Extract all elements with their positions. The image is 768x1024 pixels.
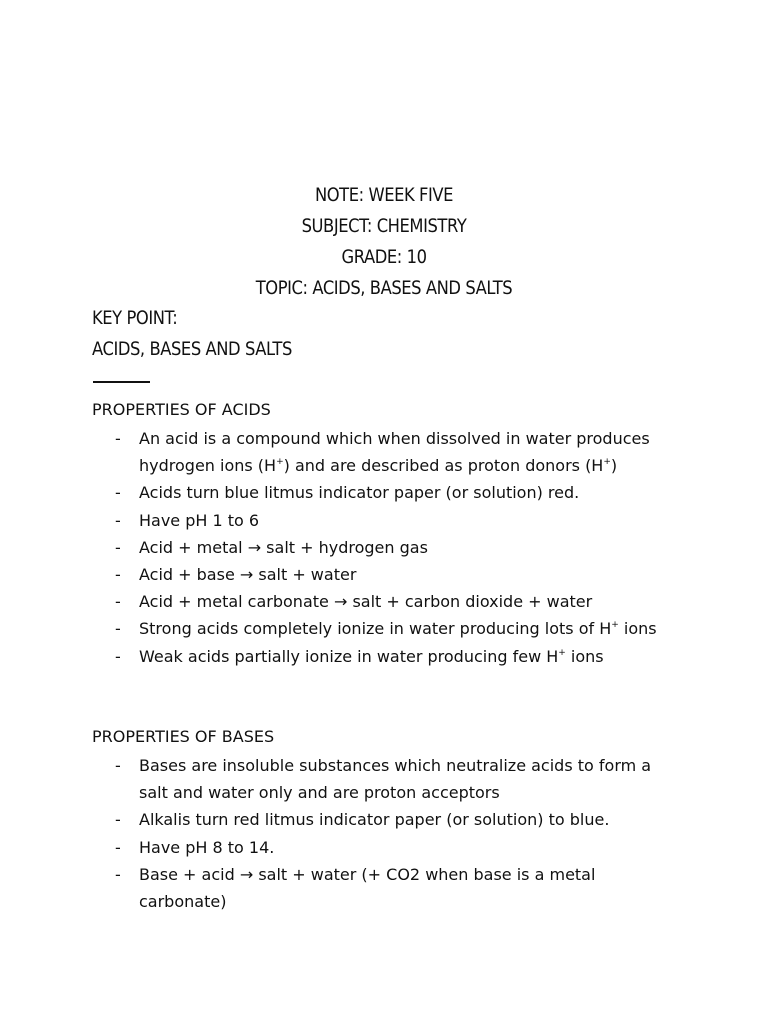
list-item: - Acids turn blue litmus indicator paper (or solution) red. [0,479,674,506]
acids-list [0,425,768,670]
arrow-icon: → [239,565,254,585]
list-dash: - [115,565,121,585]
list-item: - Base + acid → salt + water (+ CO2 when base is a metal carbonate) [0,861,674,915]
list-dash: - [115,510,121,530]
bases-list [0,752,768,915]
list-item: - Strong acids completely ionize in water producing lots of H+ ions [0,615,674,642]
list-dash: - [115,537,121,557]
list-item: - An acid is a compound which when dissolved in water produces hydrogen ions (H+) and are described as proton donors (H+) [0,425,674,479]
list-dash: - [115,756,121,775]
list-dash: - [115,810,121,830]
topic-line: TOPIC: ACIDS, BASES AND SALTS [255,277,513,299]
subject-line: SUBJECT: CHEMISTRY [301,215,467,237]
note-line: NOTE: WEEK FIVE [314,184,454,206]
key-point-label: KEY POINT: [92,307,178,329]
key-point-title: ACIDS, BASES AND SALTS [92,338,292,360]
document-header [54,180,714,304]
arrow-icon: → [239,864,254,884]
list-item: - Have pH 1 to 6 [0,507,674,534]
list-dash: - [115,429,121,448]
list-dash: - [115,837,121,857]
list-item: - Acid + base → salt + water [0,561,674,588]
list-item: - Alkalis turn red litmus indicator paper (or solution) to blue. [0,806,674,833]
list-item: - Acid + metal carbonate → salt + carbon dioxide + water [0,588,674,615]
list-item: - Acid + metal → salt + hydrogen gas [0,534,674,561]
list-item: - Bases are insoluble substances which neutralize acids to form a salt and water only and are proton acceptors [0,752,674,806]
arrow-icon: → [247,537,262,557]
list-dash: - [115,483,121,503]
list-dash: - [115,646,121,666]
grade-line: GRADE: 10 [341,246,427,268]
underline-rule [93,381,150,383]
arrow-icon: → [333,592,348,612]
acids-section-title: PROPERTIES OF ACIDS [92,400,271,419]
list-item: - Weak acids partially ionize in water producing few H+ ions [0,643,674,670]
list-item: - Have pH 8 to 14. [0,834,674,861]
list-dash: - [115,864,121,884]
list-dash: - [115,619,121,639]
list-dash: - [115,592,121,612]
bases-section-title: PROPERTIES OF BASES [92,727,275,746]
